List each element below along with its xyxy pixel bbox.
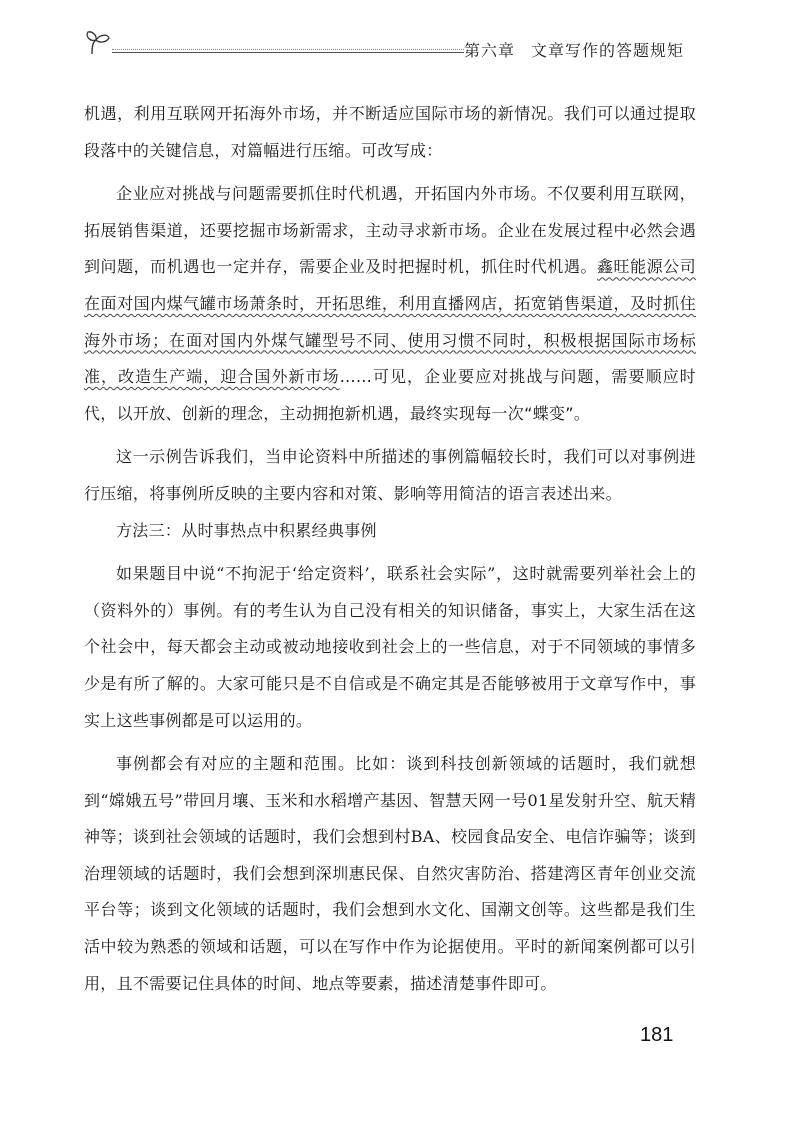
- paragraph-5: 事例都会有对应的主题和范围。比如：谈到科技创新领域的话题时，我们就想到“嫦娥五号”带回月壤、玉米和水稻增产基因、智慧天网一号01星发射升空、航天精神等；谈到社会领域的话题时，我们会想到村BA、校园食品安全、电信诈骗等；谈到治理领域的话题时，我们会想到深圳惠民保、自然灾害防治、搭建湾区青年创业交流平台等；谈到文化领域的话题时，我们会想到水文化、国潮文创等。这些都是我们生活中较为熟悉的领域和话题，可以在写作中作为论据使用。平时的新闻案例都可以引用，且不需要记住具体的时间、地点等要素，描述清楚事件即可。: [84, 754, 696, 993]
- method-heading: 方法三：从时事热点中积累经典事例: [116, 520, 377, 540]
- underlined-example: 鑫旺能源公司在面对国内煤气罐市场萧条时，开拓思维，利用直播网店，拓宽销售渠道，及时抓住海外市场；在面对国内外煤气罐型号不同、使用习惯不同时，积极根据国际市场标准，改造生产端，迎合国外新市场: [84, 257, 696, 387]
- sprout-icon: [84, 30, 112, 56]
- paragraph-4: 如果题目中说“不拘泥于‘给定资料’，联系社会实际”，这时就需要列举社会上的（资料外的）事例。有的考生认为自己没有相关的知识储备，事实上，大家生活在这个社会中，每天都会主动或被动地接收到社会上的一些信息，对于不同领域的事情多少是有所了解的。大家可能只是不自信或是不确定其是否能够被用于文章写作中，事实上这些事例都是可以运用的。: [84, 564, 696, 730]
- page-number: 181: [640, 1024, 674, 1046]
- header-rule: [112, 52, 464, 53]
- chapter-label: 第六章: [463, 41, 515, 60]
- chapter-title: 文章写作的答题规矩: [530, 41, 684, 60]
- paragraph-2: [84, 176, 696, 432]
- body-text: [84, 96, 696, 1002]
- page-header: [84, 30, 684, 60]
- paragraph-2-intro: 企业应对挑战与问题需要抓住时代机遇，开拓国内外市场。不仅要利用互联网，拓展销售渠道，还要挖掘市场新需求，主动寻求新市场。企业在发展过程中必然会遇到问题，而机遇也一定并存，需要企业及时把握时机，抓住时代机遇。: [84, 184, 696, 277]
- header-dotted-rule: [112, 49, 464, 50]
- paragraph-2-conclusion: ……可见，企业要应对挑战与问题，需要顺应时代，以开放、创新的理念，主动拥抱新机遇，最终实现每一次“蝶变”。: [84, 367, 696, 423]
- paragraph-3: 这一示例告诉我们，当申论资料中所描述的事例篇幅较长时，我们可以对事例进行压缩，将事例所反映的主要内容和对策、影响等用简洁的语言表述出来。: [84, 447, 696, 503]
- paragraph-1: 机遇，利用互联网开拓海外市场，并不断适应国际市场的新情况。我们可以通过提取段落中的关键信息，对篇幅进行压缩。可改写成：: [84, 104, 696, 160]
- running-header: [464, 38, 684, 61]
